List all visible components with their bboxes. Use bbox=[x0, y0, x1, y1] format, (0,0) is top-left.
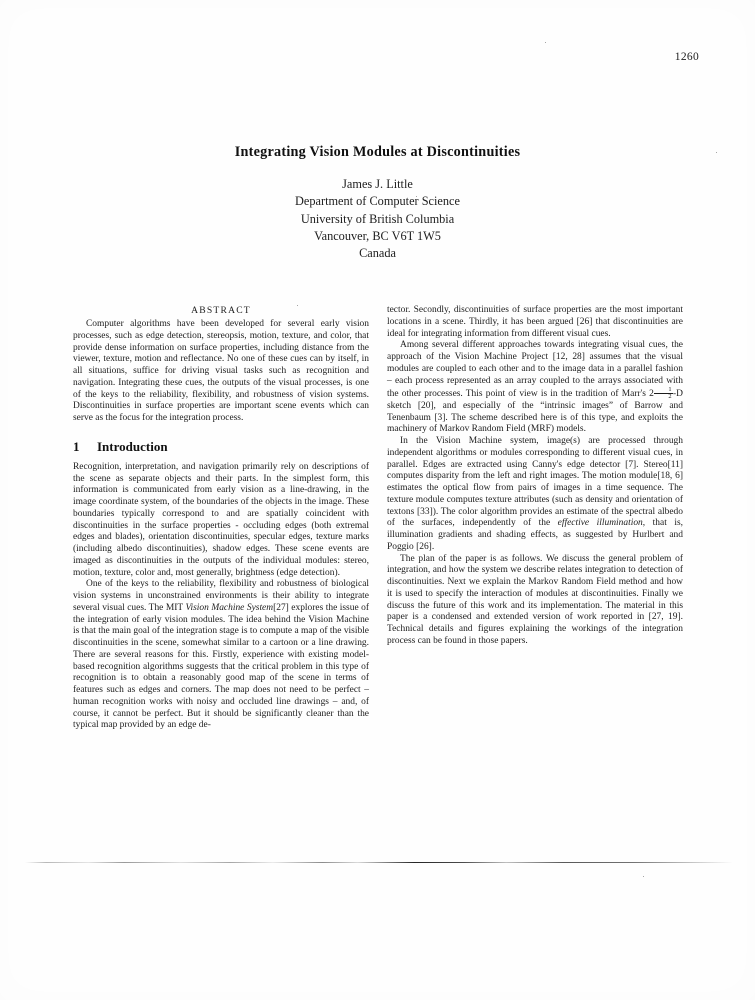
intro-paragraph-2 bbox=[73, 579, 369, 732]
author-department: Department of Computer Science bbox=[295, 194, 460, 209]
author-affiliation-block bbox=[0, 176, 755, 262]
paragraph-3-text-after-fraction: -D sketch [20], and especially of the “intrinsic images” of Barrow and Tenenbaum [3]. The scheme described here is of this type, and exploits the machinery of Markov Random Field (MRF) models. bbox=[387, 389, 683, 435]
scan-speck bbox=[643, 876, 644, 877]
intro-paragraph-4 bbox=[387, 436, 683, 554]
author-name: James J. Little bbox=[342, 177, 413, 191]
scan-speck bbox=[416, 196, 417, 197]
section-heading-introduction bbox=[73, 439, 369, 455]
page-title: Integrating Vision Modules at Discontinuities bbox=[234, 144, 521, 160]
intro-paragraph-1: Recognition, interpretation, and navigation primarily rely on descriptions of the scene as separate objects and their parts. In the simplest form, this information is communicated from early vision as a line-drawing, in the image coordinate system, of the boundaries of the objects in the image. These boundaries typically correspond to and are spatially coincident with discontinuities in the surface properties - occluding edges (both extremal edges and blades), orientation discontinuities, specular edges, texture marks (including albedo discontinuities), shadow edges. These scene events are imaged as discontinuities in the outputs of the individual modules: stereo, motion, texture, color and, most generally, brightness (edge detection). bbox=[73, 461, 369, 578]
section-title: Introduction bbox=[97, 438, 168, 454]
page-number: 1260 bbox=[674, 51, 699, 63]
section-number: 1 bbox=[73, 438, 80, 454]
effective-illumination-italic: effective illumination bbox=[557, 518, 643, 529]
author-city: Vancouver, BC V6T 1W5 bbox=[314, 228, 441, 243]
fraction-numerator: 1 bbox=[654, 387, 672, 394]
body-columns bbox=[73, 305, 683, 825]
right-column bbox=[387, 305, 683, 648]
paragraph-3-text-before-fraction: Among several different approaches towards integrating visual cues, the approach of the Vision Machine Project [12, 28] assumes that the visual modules are coupled to each other and to the image data in a parallel fashion – each process represented as an array coupled to the arrays associated with the other processes. This point of view is in the tradition of Marr's 2 bbox=[387, 340, 683, 400]
intro-paragraph-3 bbox=[387, 340, 683, 436]
paragraph-4-text-before-italic: In the Vision Machine system, image(s) are processed through independent algorithms or modules corresponding to different visual cues, in parallel. Edges are extracted using Canny's edge detector [7]. Stereo[11] computes disparity from the left and right images. The motion module[18, 6] estimates the optical flow from pairs of images in a time sequence. The texture module computes texture attributes (such as density and orientation of textons [33]). The color algorithm provides an estimate of the spectral albedo of the surfaces, independently of the bbox=[387, 436, 683, 529]
abstract-heading: ABSTRACT bbox=[191, 305, 251, 316]
author-country: Canada bbox=[359, 246, 396, 261]
intro-paragraph-5: The plan of the paper is as follows. We discuss the general problem of integration, and how the system we describe relates integration to detection of discontinuities. Next we explain the Markov Random Field method and how it is used to specify the interaction of modules at discontinuities. Finally we discuss the future of this work and its implementation. The material in this paper is a condensed and extended version of work reported in [27, 19]. Technical details and figures explaining the workings of the integration process can be found in those papers. bbox=[387, 553, 683, 646]
scan-artifact-line bbox=[25, 862, 733, 863]
author-institution: University of British Columbia bbox=[300, 211, 455, 226]
paragraph-4-text-after-italic: , that is, illumination gradients and shading effects, as suggested by Hurlbert and Poggio [26]. bbox=[387, 518, 683, 552]
scan-speck bbox=[716, 152, 717, 153]
abstract-body: Computer algorithms have been developed for several early vision processes, such as edge detection, stereopsis, motion, texture, and color, that provide dense information on surface properties, including distance from the viewer, texture, motion and reflectance. No one of these cues can by itself, in all situations, suffice for driving visual tasks such as recognition and navigation. Integrating these cues, the outputs of the visual processes, is one of the keys to the reliability, flexibility, and robustness of vision systems. Discontinuities in surface properties are important scene events which can serve as the focus for the integration process. bbox=[73, 319, 369, 423]
half-fraction bbox=[654, 387, 672, 400]
left-column bbox=[73, 305, 369, 732]
title-block bbox=[0, 144, 755, 262]
scan-speck bbox=[545, 42, 546, 43]
vision-machine-system-italic: Vision Machine System bbox=[185, 602, 274, 613]
fraction-denominator: 2 bbox=[668, 393, 672, 401]
scan-speck bbox=[297, 305, 298, 306]
paragraph-2-text-after-italic: [27] explores the issue of the integration of early vision modules. The idea behind the Vision Machine is that the main goal of the integration stage is to compute a map of the visible discontinuities in the scene, somewhat similar to a cartoon or a line drawing. There are several reasons for this. Firstly, experience with existing model-based recognition algorithms suggests that the critical problem in this type of recognition is to obtain a reasonably good map of the scene in terms of features such as edges and corners. The map does not need to be perfect – human recognition works with noisy and occluded line drawings – and, of course, it cannot be perfect. But it should be significantly cleaner than the typical map provided by an edge de- bbox=[73, 602, 369, 731]
paragraph-2-text-before-italic: One of the keys to the reliability, flexibility and robustness of biological vision systems in unconstrained environments is their ability to integrate several visual cues. The MIT bbox=[73, 579, 369, 613]
intro-paragraph-2-continued: tector. Secondly, discontinuities of surface properties are the most important locations in a scene. Thirdly, it has been argued [26] that discontinuities are ideal for integrating information from different visual cues. bbox=[387, 305, 683, 339]
